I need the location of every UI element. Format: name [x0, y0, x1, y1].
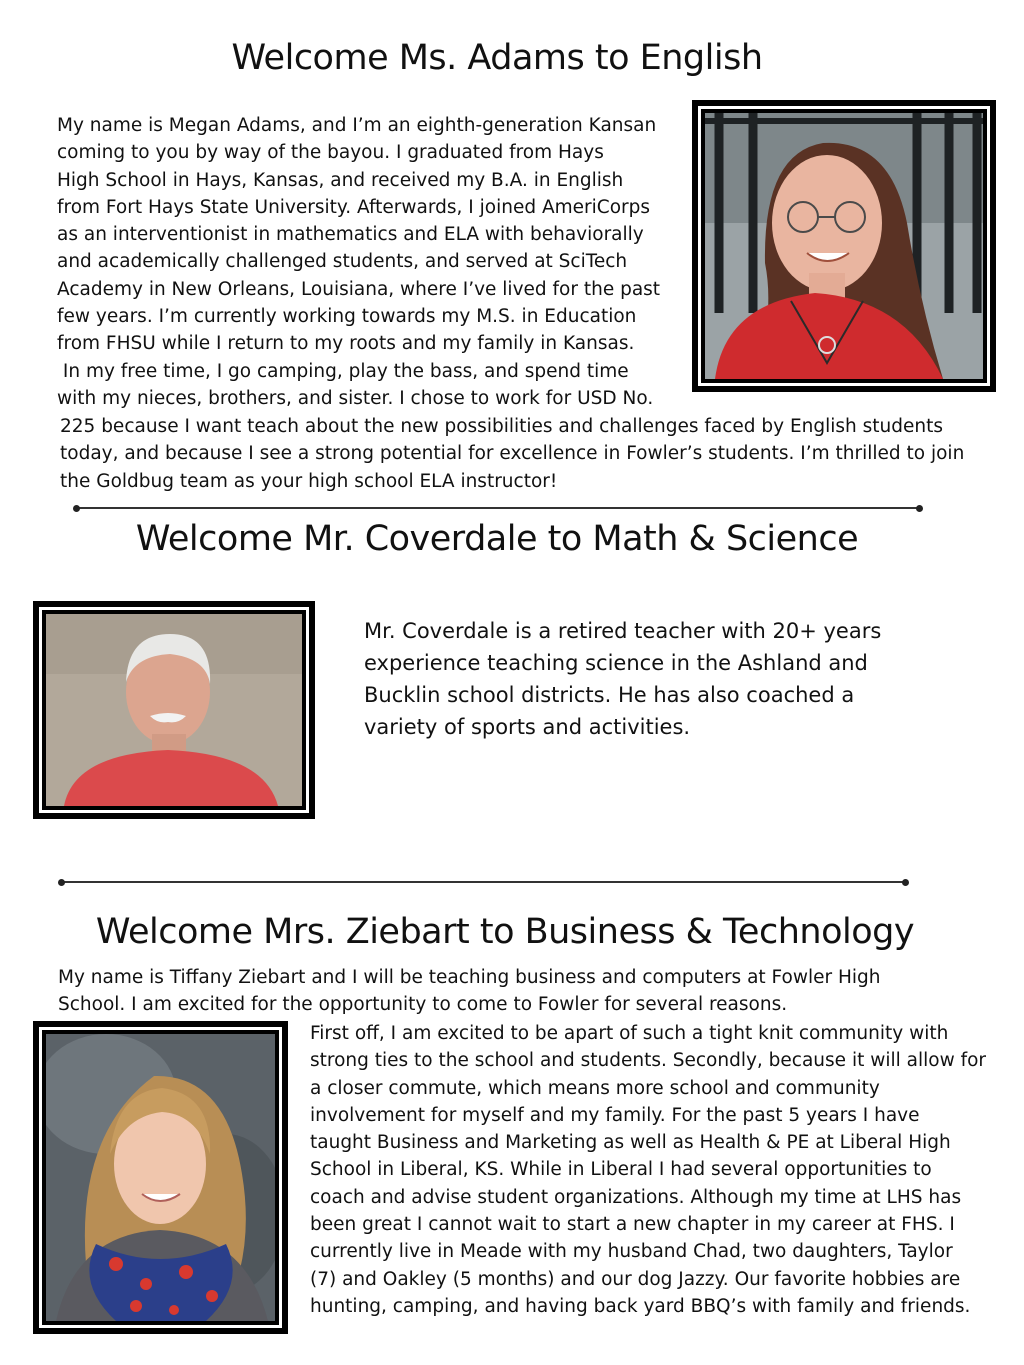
ziebart-bio	[310, 1020, 1010, 1320]
coverdale-photo	[46, 614, 302, 806]
section-divider	[76, 507, 920, 509]
bio-line: as an interventionist in mathematics and ELA with behaviorally	[57, 224, 644, 246]
bio-line: (7) and Oakley (5 months) and our dog Jazzy. Our favorite hobbies are	[310, 1268, 961, 1290]
bio-line: coming to you by way of the bayou. I graduated from Hays	[57, 142, 604, 164]
adams-photo	[705, 113, 983, 379]
bio-line: First off, I am excited to be apart of such a tight knit community with	[310, 1023, 949, 1044]
bio-line: taught Business and Marketing as well as Health & PE at Liberal High	[310, 1132, 951, 1154]
bio-line: few years. I’m currently working towards my M.S. in Education	[57, 306, 637, 328]
bio-line: Mr. Coverdale is a retired teacher with 20+ years	[364, 619, 882, 643]
bio-line: a closer commute, which means more school and community	[310, 1077, 880, 1099]
bio-line: been great I cannot wait to start a new chapter in my career at FHS. I	[310, 1214, 955, 1236]
coverdale-bio	[364, 615, 964, 743]
bio-line: My name is Megan Adams, and I’m an eighth-generation Kansan	[57, 115, 657, 136]
bio-line: In my free time, I go camping, play the bass, and spend time	[57, 360, 629, 382]
bio-line: and academically challenged students, and served at SciTech	[57, 251, 628, 273]
bio-line: School in Liberal, KS. While in Liberal I had several opportunities to	[310, 1159, 932, 1181]
bio-line: strong ties to the school and students. Secondly, because it will allow for	[310, 1050, 987, 1072]
coverdale-heading: Welcome Mr. Coverdale to Math & Science	[135, 519, 859, 559]
adams-heading: Welcome Ms. Adams to English	[231, 38, 763, 78]
bio-line: the Goldbug team as your high school ELA instructor!	[60, 470, 558, 492]
bio-line: hunting, camping, and having back yard BBQ’s with family and friends.	[310, 1295, 971, 1317]
ziebart-photo-frame	[33, 1021, 288, 1334]
ziebart-intro	[58, 964, 998, 1019]
bio-line: variety of sports and activities.	[364, 715, 691, 739]
adams-photo-frame	[692, 100, 996, 392]
bio-line: from FHSU while I return to my roots and my family in Kansas.	[57, 333, 635, 355]
bio-line: Academy in New Orleans, Louisiana, where I’ve lived for the past	[57, 278, 661, 300]
section-divider	[61, 881, 906, 883]
bio-line: experience teaching science in the Ashland and	[364, 651, 868, 675]
adams-bio-wide	[60, 413, 990, 495]
bio-line: with my nieces, brothers, and sister. I chose to work for USD No.	[57, 387, 654, 409]
bio-line: High School in Hays, Kansas, and received my B.A. in English	[57, 169, 624, 191]
bio-line: today, and because I see a strong potential for excellence in Fowler’s students. I’m thrilled to join	[60, 443, 965, 465]
coverdale-photo-frame	[33, 601, 315, 819]
bio-line: coach and advise student organizations. Although my time at LHS has	[310, 1186, 962, 1208]
ziebart-photo	[46, 1034, 275, 1321]
adams-bio-narrow	[57, 112, 697, 412]
ziebart-heading: Welcome Mrs. Ziebart to Business & Technology	[95, 912, 915, 952]
bio-line: currently live in Meade with my husband Chad, two daughters, Taylor	[310, 1241, 953, 1263]
bio-line: Bucklin school districts. He has also coached a	[364, 683, 855, 707]
bio-line: My name is Tiffany Ziebart and I will be teaching business and computers at Fowler High	[58, 967, 881, 988]
bio-line: School. I am excited for the opportunity to come to Fowler for several reasons.	[58, 994, 788, 1016]
bio-line: from Fort Hays State University. Afterwards, I joined AmeriCorps	[57, 196, 650, 218]
bio-line: involvement for myself and my family. For the past 5 years I have	[310, 1104, 920, 1126]
bio-line: 225 because I want teach about the new possibilities and challenges faced by English students	[60, 416, 944, 437]
